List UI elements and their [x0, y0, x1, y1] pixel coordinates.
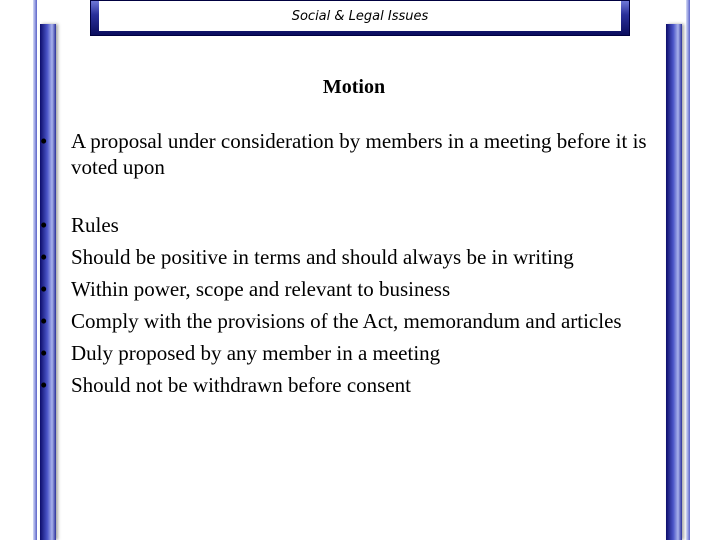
bullet-icon: •	[40, 129, 48, 153]
bullet-text: Comply with the provisions of the Act, memorandum and articles	[71, 309, 622, 333]
bullet-item	[40, 340, 660, 366]
bullet-icon: •	[40, 213, 48, 237]
bullet-icon: •	[40, 309, 48, 333]
header-inner	[99, 1, 621, 31]
bullet-text: Within power, scope and relevant to business	[71, 277, 451, 301]
bullet-text: Rules	[71, 213, 119, 237]
bullet-item	[40, 308, 660, 334]
bullet-icon: •	[40, 245, 48, 269]
bullet-icon: •	[40, 373, 48, 397]
bullet-list	[40, 128, 660, 404]
bullet-text: Duly proposed by any member in a meeting	[71, 341, 441, 365]
bullet-icon: •	[40, 277, 48, 301]
header-banner	[90, 0, 630, 36]
bullet-text: Should be positive in terms and should always be in writing	[71, 245, 574, 269]
bullet-icon: •	[40, 341, 48, 365]
bullet-item	[40, 212, 660, 238]
bullet-item	[40, 128, 660, 180]
bullet-text: Should not be withdrawn before consent	[71, 373, 412, 397]
right-decorative-bar	[666, 24, 682, 540]
bullet-text: A proposal under consideration by members in a meeting before it is voted upon	[71, 129, 647, 179]
bullet-item	[40, 244, 660, 270]
header-text: Social & Legal Issues	[291, 8, 429, 24]
slide-title: Motion	[322, 76, 386, 98]
bullet-item	[40, 372, 660, 398]
bullet-item	[40, 276, 660, 302]
